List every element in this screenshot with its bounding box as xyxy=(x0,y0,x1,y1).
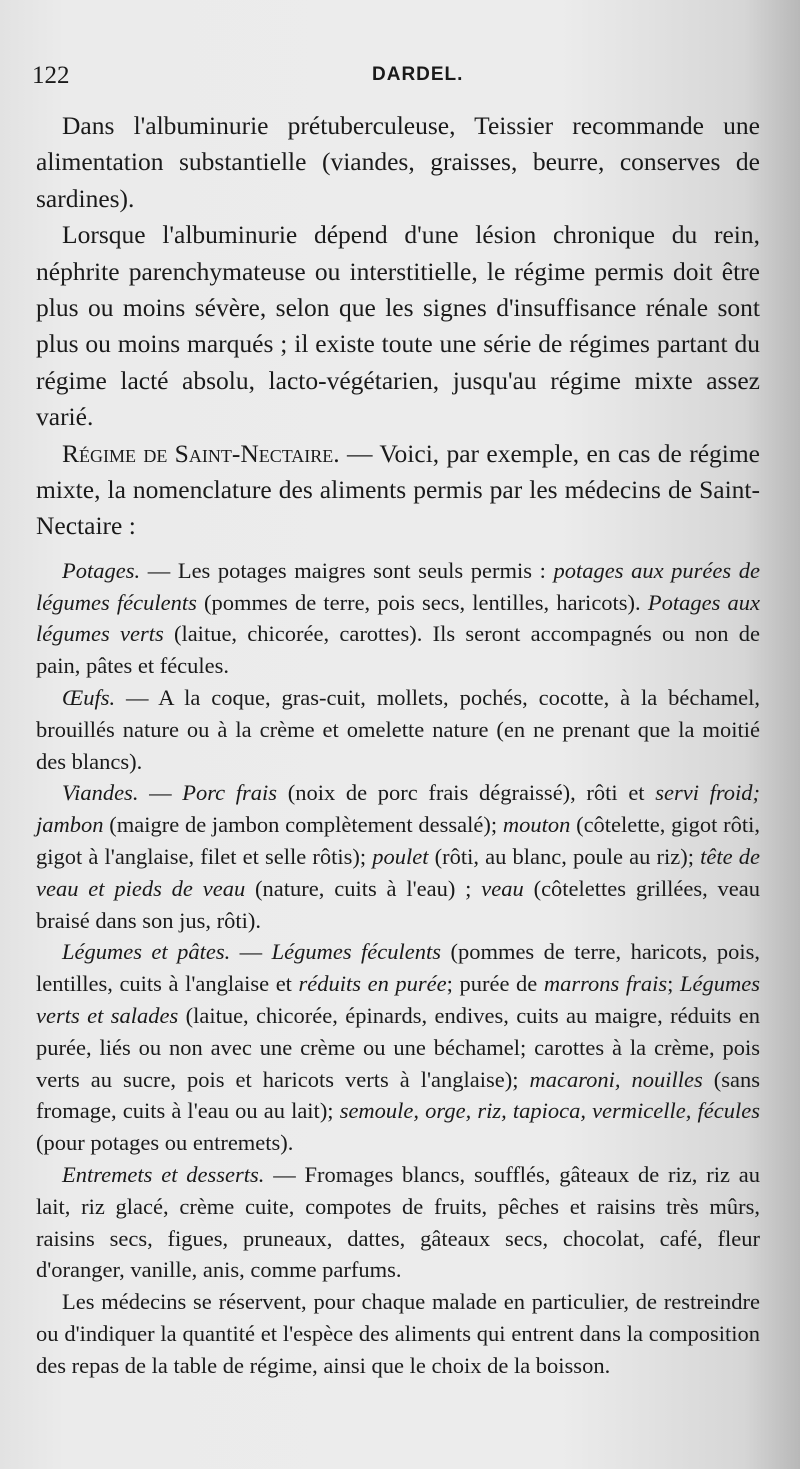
paragraph-albuminurie-pretuberculeuse: Dans l'albuminurie prétuberculeuse, Teissier recommande une alimentation substantielle (viandes, graisses, beurre, conserves de sardines). xyxy=(36,111,760,213)
page-number: 122 xyxy=(32,62,70,89)
paragraph-closing: Les médecins se réservent, pour chaque malade en particulier, de restreindre ou d'indiquer la quantité et l'espèce des aliments qui entrent dans la composition des repas de la table de régime, ainsi que le choix de la boisson. xyxy=(36,1289,760,1378)
list-item-potages: Potages. — Les potages maigres sont seuls permis : potages aux purées de légumes féculents (pommes de terre, pois secs, lentilles, haricots). Potages aux légumes verts (laitue, chicorée, carottes). Ils seront accompagnés ou non de pain, pâtes et fécules. xyxy=(36,557,761,679)
list-item-oeufs: Œufs. — A la coque, gras-cuit, mollets, pochés, cocotte, à la béchamel, brouillés nature ou à la crème et omelette nature (en ne prenant que la moitié des blancs). xyxy=(36,685,760,774)
item-heading: Légumes et pâtes. xyxy=(62,939,231,965)
item-heading: Potages. xyxy=(62,557,141,583)
main-text xyxy=(36,108,760,545)
item-heading: Viandes. xyxy=(62,780,139,806)
running-title: DARDEL. xyxy=(372,64,464,85)
page-body xyxy=(36,108,760,1382)
paragraph-regime-saint-nectaire: Régime de Saint-Nectaire. — Voici, par exemple, en cas de régime mixte, la nomenclature des aliments permis par les médecins de Saint-Nectaire : xyxy=(36,438,760,541)
list-item-legumes: Légumes et pâtes. — Légumes féculents (pommes de terre, haricots, pois, lentilles, cuits à l'anglaise et réduits en purée; purée de marrons frais; Légumes verts et salades (laitue, chicorée, épinards, endives, cuits au maigre, réduits en purée, liés ou non avec une crème ou une béchamel; carottes à la crème, pois verts au sucre, pois et haricots verts à l'anglaise); macaroni, nouilles (sans fromage, cuits à l'eau ou au lait); semoule, orge, riz, tapioca, vermicelle, fécules (pour potages ou entremets). xyxy=(36,939,761,1156)
paragraph-albuminurie-chronique: Lorsque l'albuminurie dépend d'une lésion chronique du rein, néphrite parenchymateuse ou interstitielle, le régime permis doit être plus ou moins sévère, selon que les signes d'insuffisance rénale sont plus ou moins marqués ; il existe toute une série de régimes partant du régime lacté absolu, lacto-végétarien, jusqu'au régime mixte assez varié. xyxy=(36,220,760,432)
food-list xyxy=(36,555,760,1382)
list-item-entremets: Entremets et desserts. — Fromages blancs, soufflés, gâteaux de riz, riz au lait, riz glacé, crème cuite, compotes de fruits, pêches et raisins très mûrs, raisins secs, figues, pruneaux, dattes, gâteaux secs, chocolat, café, fleur d'oranger, vanille, anis, comme parfums. xyxy=(36,1162,760,1283)
item-heading: Œufs. xyxy=(62,685,116,711)
item-heading: Entremets et desserts. xyxy=(62,1162,265,1188)
list-item-viandes: Viandes. — Porc frais (noix de porc frais dégraissé), rôti et servi froid; jambon (maigre de jambon complètement dessalé); mouton (côtelette, gigot rôti, gigot à l'anglaise, filet et selle rôtis); poulet (rôti, au blanc, poule au riz); tête de veau et pieds de veau (nature, cuits à l'eau) ; veau (côtelettes grillées, veau braisé dans son jus, rôti). xyxy=(36,780,761,933)
section-heading: Régime de Saint-Nectaire. xyxy=(62,438,340,468)
page-header xyxy=(32,62,740,96)
